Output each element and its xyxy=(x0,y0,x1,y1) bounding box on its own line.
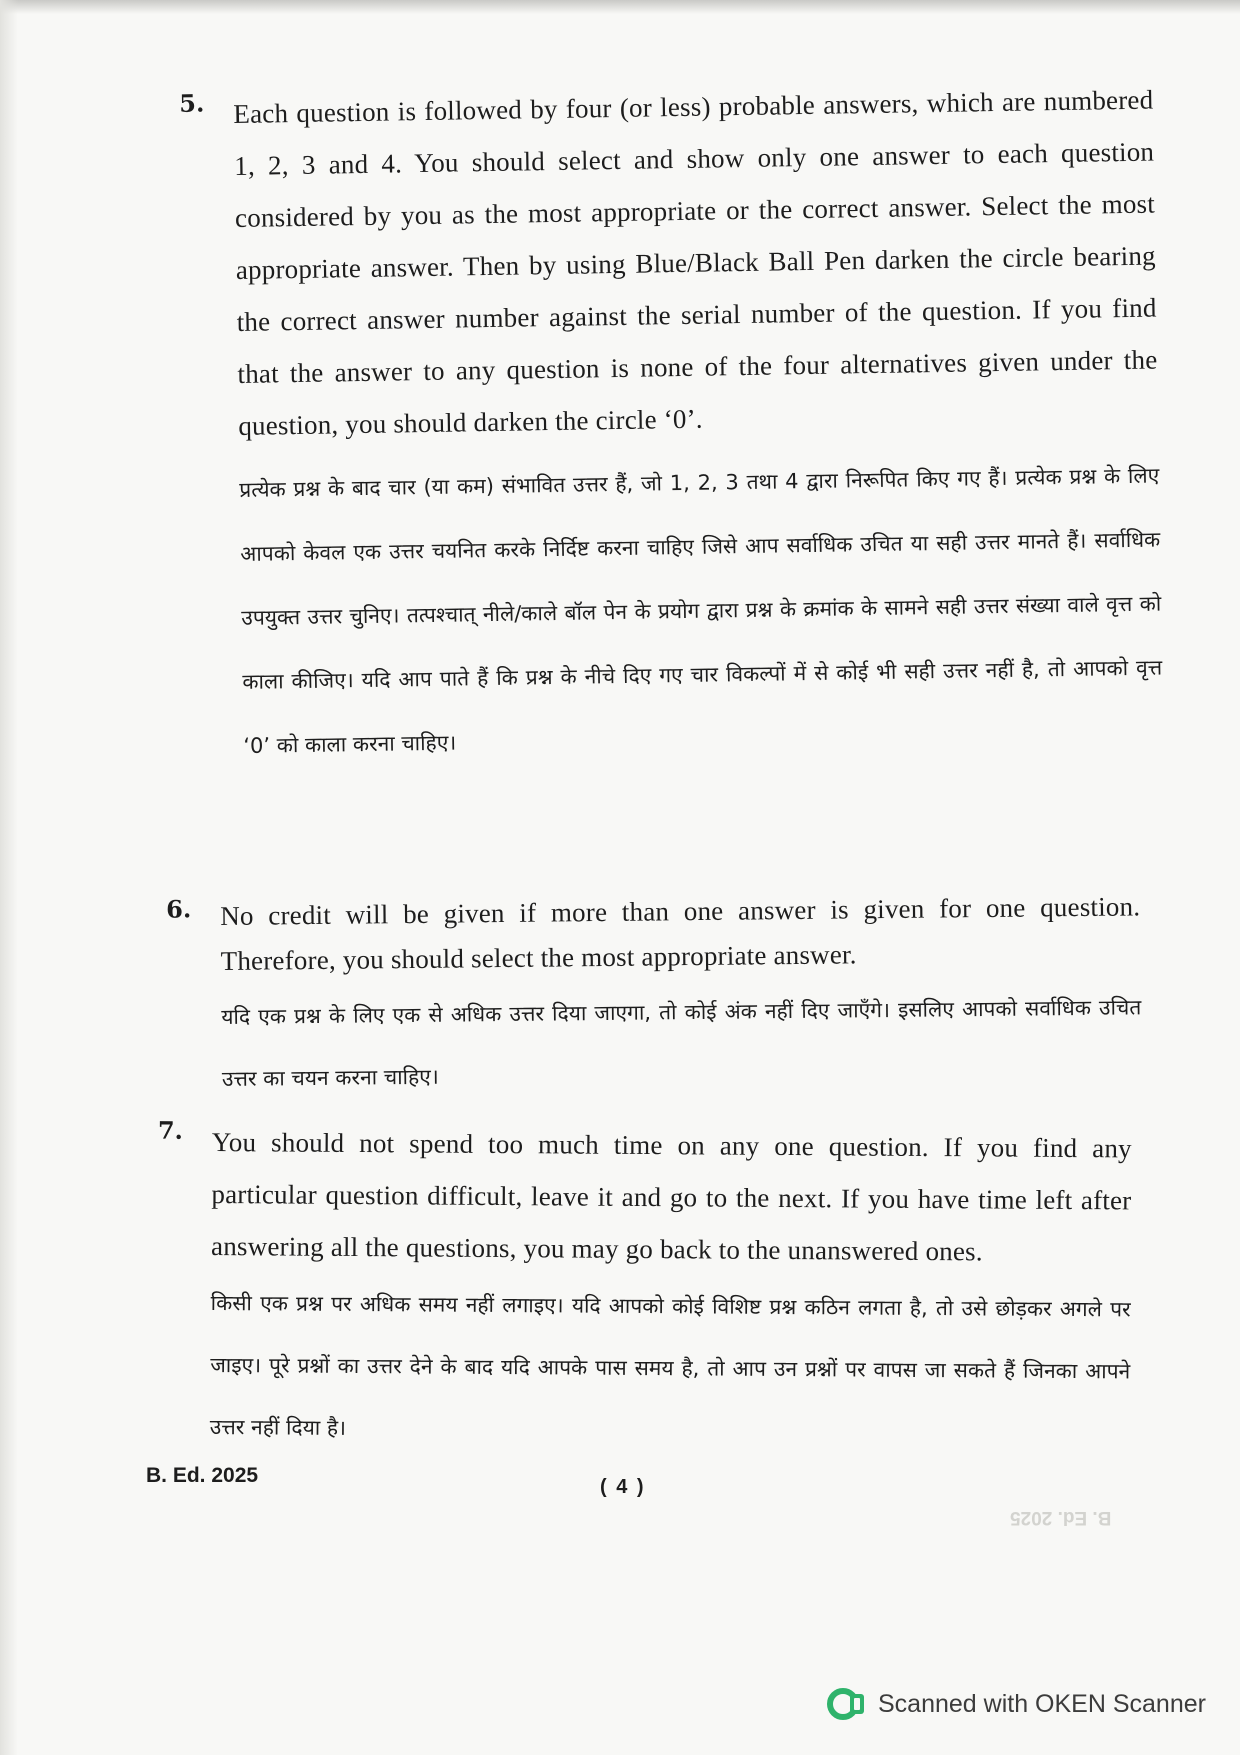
oken-scanner-logo-icon xyxy=(826,1684,866,1724)
instruction-english: You should not spend too much time on any one question. If you find any particular question difficult, leave it and go to the next. If you have time left after answering all the questions, you may go back to the unanswered ones. xyxy=(210,1126,1132,1267)
instruction-hindi: यदि एक प्रश्न के लिए एक से अधिक उत्तर दिया जाएगा, तो कोई अंक नहीं दिए जाएँगे। इसलिए आपको सर्वाधिक उचित उत्तर का चयन करना चाहिए। xyxy=(221,995,1142,1091)
instruction-item-6 xyxy=(166,884,1142,1110)
instruction-item-7 xyxy=(157,1115,1132,1464)
scanner-watermark xyxy=(826,1684,1206,1724)
page-number: ( 4 ) xyxy=(600,1476,646,1498)
instruction-hindi: किसी एक प्रश्न पर अधिक समय नहीं लगाइए। यदि आपको कोई विशिष्ट प्रश्न कठिन लगता है, तो उसे छोड़कर अगले पर जाइए। पूरे प्रश्नों का उत्तर देने के बाद यदि आपके पास समय है, तो आप उन प्रश्नों पर वापस जा सकते हैं जिनका आपने उत्तर नहीं दिया है। xyxy=(209,1290,1131,1440)
instruction-item-5 xyxy=(179,74,1164,778)
item-number: 6. xyxy=(166,894,192,924)
instruction-english: No credit will be given if more than one answer is given for one question. Therefore, you should select the most appropriate answer. xyxy=(220,891,1141,976)
exam-label: B. Ed. 2025 xyxy=(146,1464,259,1487)
scan-top-edge xyxy=(0,0,1240,14)
scan-left-shadow xyxy=(0,0,18,1755)
bleed-through-exam-label: B. Ed. 2025 xyxy=(1010,1507,1112,1528)
instruction-english: Each question is followed by four (or less) probable answers, which are numbered 1, 2, 3 and 4. You should select and show only one answer to each question considered by you as the most appropriate or the correct answer. Select the most appropriate answer. Then by using Blue/Black Ball Pen darken the circle bearing the correct answer number against the serial number of the question. If you find that the answer to any question is none of the four alternatives given under the question, you should darken the circle ‘0’. xyxy=(233,84,1158,441)
item-number: 7. xyxy=(157,1115,184,1145)
item-number: 5. xyxy=(179,88,205,118)
instruction-hindi: प्रत्येक प्रश्न के बाद चार (या कम) संभावित उत्तर हैं, जो 1, 2, 3 तथा 4 द्वारा निरूपित किए गए हैं। प्रत्येक प्रश्न के लिए आपको केवल एक उत्तर चयनित करके निर्दिष्ट करना चाहिए जिसे आप सर्वाधिक उचित या सही उत्तर मानते हैं। सर्वाधिक उपयुक्त उत्तर चुनिए। तत्पश्चात् नीले/काले बॉल पेन के प्रयोग द्वारा प्रश्न के क्रमांक के सामने सही उत्तर संख्या वाले वृत्त को काला कीजिए। यदि आप पाते हैं कि प्रश्न के नीचे दिए गए चार विकल्पों में से कोई भी सही उत्तर नहीं है, तो आपको वृत्त ‘0’ को काला करना चाहिए। xyxy=(239,463,1163,758)
watermark-text: Scanned with OKEN Scanner xyxy=(878,1689,1206,1718)
